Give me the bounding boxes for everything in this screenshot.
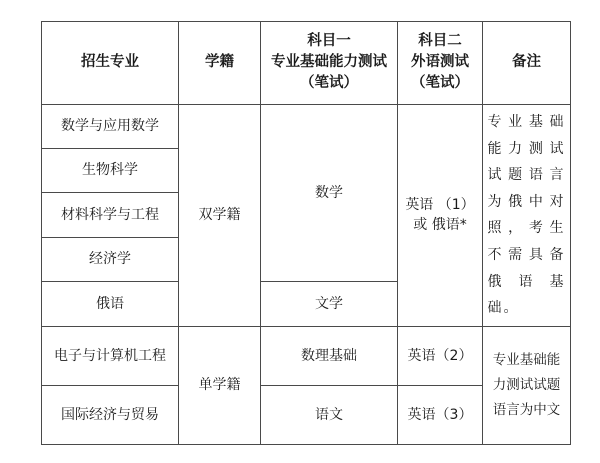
status-cell-single: 单学籍 [179, 327, 261, 445]
major-cell: 经济学 [42, 237, 179, 281]
note-cell-group1 [483, 104, 571, 327]
subject1-cell-math: 数学 [261, 104, 398, 281]
major-cell: 材料科学与工程 [42, 193, 179, 237]
subject2-level: （1） [437, 197, 475, 214]
major-cell: 生物科学 [42, 148, 179, 192]
major-cell: 数学与应用数学 [42, 104, 179, 148]
subject2-cell-english2: 英语（2） [398, 327, 483, 385]
subject1-cell-chinese: 语文 [261, 385, 398, 444]
subject2-or: 或 [413, 217, 428, 234]
header-subject2-title: 科目二 [418, 33, 462, 50]
major-cell: 国际经济与贸易 [42, 385, 179, 444]
header-subject1-format: （笔试） [300, 75, 358, 92]
major-cell: 俄语 [42, 281, 179, 326]
header-subject1-name: 专业基础能力测试 [271, 54, 387, 71]
header-status: 学籍 [179, 22, 261, 105]
header-subject1-title: 科目一 [307, 33, 351, 50]
header-row [42, 22, 571, 105]
subject2-cell-english3: 英语（3） [398, 385, 483, 444]
note-text-group1: 专业基础能力测试试题语言为俄中对照，考生不需具备俄语基础。 [487, 113, 566, 317]
header-subject2 [398, 22, 483, 105]
table-row [42, 327, 571, 385]
subject1-cell-math-physics: 数理基础 [261, 327, 398, 385]
header-subject1 [261, 22, 398, 105]
note-text-group2: 专业基础能力测试试题语言为中文 [492, 352, 561, 419]
subject2-cell-group1 [398, 104, 483, 327]
admission-table [41, 21, 571, 445]
header-note: 备注 [483, 22, 571, 105]
header-subject2-name: 外语测试 [411, 54, 469, 71]
header-major: 招生专业 [42, 22, 179, 105]
note-cell-group2 [483, 327, 571, 445]
status-cell-dual: 双学籍 [179, 104, 261, 327]
header-subject2-format: （笔试） [411, 75, 469, 92]
subject1-cell-literature: 文学 [261, 281, 398, 326]
major-cell: 电子与计算机工程 [42, 327, 179, 385]
subject2-english: 英语 [405, 197, 434, 214]
table-row [42, 104, 571, 148]
subject2-russian: 俄语* [431, 217, 467, 234]
